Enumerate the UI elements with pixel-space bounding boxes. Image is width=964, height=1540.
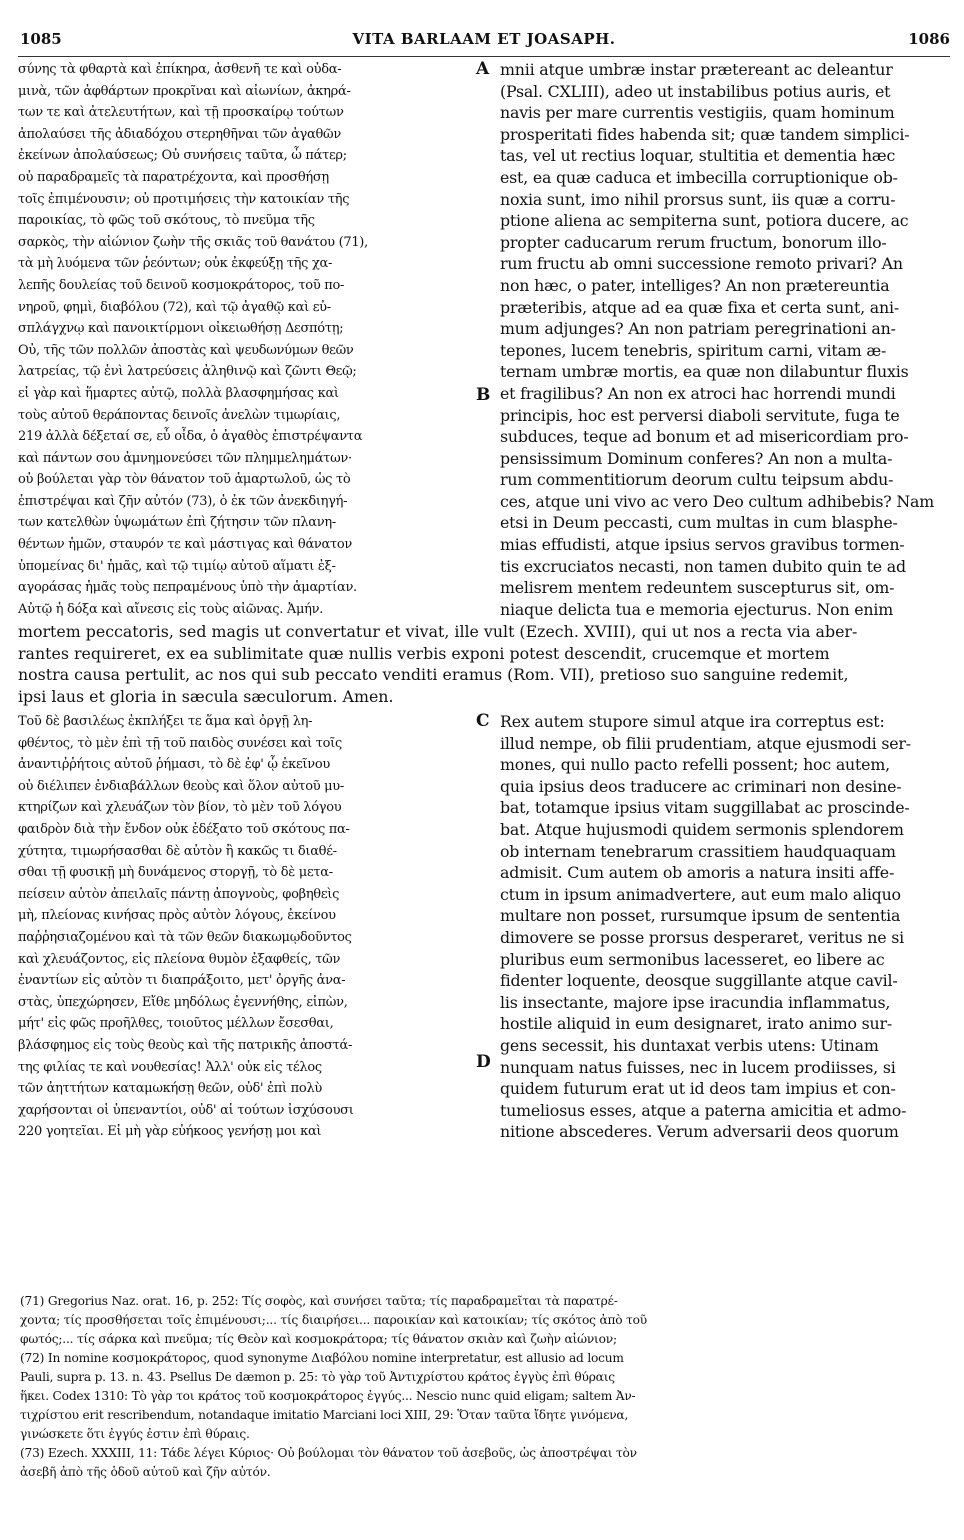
latin-text-line: ces, atque uni vivo ac vero Deo cultum adhibebis? Nam [500,491,935,511]
greek-text-line: ἐκείνων ἀπολαύσεως; Οὐ συνήσεις ταῦτα, ὦ πάτερ; [18,148,347,164]
left-page-number: 1085 [20,30,62,48]
latin-text-line: fidenter loquente, deosque suggillante atque cavil- [500,971,898,991]
latin-text-line: rantes requireret, ex ea sublimitate quæ nullis verbis exponi potest descendit, crucemque et mortem [18,643,830,663]
greek-text-line: τῶν ἀηττήτων καταμωκήσῃ θεῶν, οὐδ' ἐπὶ πολὺ [18,1081,322,1097]
footnote-line: (71) Gregorius Naz. orat. 16, p. 252: Τίς σοφὸς, καὶ συνήσει ταῦτα; τίς παραδραμεῖται τὰ παρατρέ- [20,1294,618,1308]
greek-text-line: της φιλίας τε καὶ νουθεσίας! Ἀλλ' οὐκ εἰς τέλος [18,1059,322,1075]
latin-text-line: noxia sunt, imo nihil prorsus sunt, iis quæ a corru- [500,189,896,209]
greek-text-line: των τε καὶ ἀτελευτήτων, καὶ τῇ προσκαίρῳ τούτων [18,105,344,121]
latin-text-line: melisrem mentem redeuntem suscepturus sit, om- [500,578,895,598]
greek-text-line: χύτητα, τιμωρήσασθαι δὲ αὐτὸν ἢ κακῶς τι διαθέ- [18,843,337,859]
latin-text-line: gens secessit, his duntaxat verbis utens: Utinam [500,1035,879,1055]
footnotes [20,1292,932,1482]
greek-text-line: φθέντος, τὸ μὲν ἐπὶ τῇ τοῦ παιδὸς συνέσει καὶ τοῖς [18,735,342,751]
greek-text-line: τοὺς αὐτοῦ θεράποντας δεινοῖς ἀνελὼν τιμωρίαις, [18,407,341,423]
greek-text-line: Τοῦ δὲ βασιλέως ἐκπλήξει τε ἅμα καὶ ὀργῇ λη- [18,714,313,729]
latin-text-line: ctum in ipsum animadvertere, aut eum malo aliquo [500,884,901,904]
latin-text-line: præteribis, atque ad ea quæ fixa et certa sunt, ani- [500,297,899,317]
latin-text-line: (Psal. CXLIII), adeo ut instabilibus potius auris, et [500,81,891,101]
latin-text-line: mnii atque umbræ instar prætereant ac deleantur [500,60,893,79]
greek-text-line: θέντων ἡμῶν, σταυρόν τε καὶ μάστιγας καὶ θάνατον [18,537,353,553]
greek-text-line: οὐ παραδραμεῖς τὰ παρατρέχοντα, καὶ προσθήσῃ [18,169,329,185]
footnote-line: (73) Ezech. XXXIII, 11: Τάδε λέγει Κύριος· Οὐ βούλομαι τὸν θάνατον τοῦ ἀσεβοῦς, ὡς ἀποστρέψαι τὸν [20,1446,637,1460]
latin-text-line: nostra causa pertulit, ac nos qui sub peccato venditi eramus (Rom. VII), pretioso suo sanguine redemit, [18,665,849,685]
greek-text-line: σαρκὸς, τὴν αἰώνιον ζωὴν τῆς σκιᾶς τοῦ θανάτου (71), [18,234,368,250]
greek-text-line: βλάσφημος εἰς τοὺς θεοὺς καὶ τῆς πατρικῆς ἀποστά- [18,1037,353,1053]
greek-text-line: οὐ βούλεται γὰρ τὸν θάνατον τοῦ ἁμαρτωλοῦ, ὡς τὸ [18,472,351,488]
latin-text-line: mum adjunges? An non patriam peregrinationi an- [500,319,896,339]
greek-text-line: αγοράσας ἡμᾶς τοὺς πεπραμένους ὑπὸ τὴν ἁμαρτίαν. [18,580,357,596]
greek-text-line: παροικίας, τὸ φῶς τοῦ σκότους, τὸ πνεῦμα τῆς [18,213,315,229]
latin-text-line: illud nempe, ob filii prudentiam, atque ejusmodi ser- [500,733,911,753]
greek-text-line: παῤῥησιαζομένου καὶ τὰ τῶν θεῶν διακωμῳδοῦντος [18,929,352,945]
footnote-line: Pauli, supra p. 13. n. 43. Psellus De dæmon p. 25: τὸ γὰρ τοῦ Ἀντιχρίστου κράτος ἐγγὺς ἐπὶ θύραις [20,1370,615,1384]
latin-text-line: et fragilibus? An non ex atroci hac horrendi mundi [500,383,896,403]
header-rule [18,56,950,57]
greek-text-line: μήτ' εἰς φῶς προῆλθες, τοιοῦτος μέλλων ἔσεσθαι, [18,1016,334,1032]
greek-text-line: 220 γοητεῖαι. Εἰ μὴ γὰρ εὐήκοος γενήσῃ μοι καὶ [18,1124,322,1140]
latin-text-line: non hæc, o pater, intelliges? An non prætereuntia [500,275,890,295]
footnote-line: χοντα; τίς προσθήσεται τοῖς ἐπιμένουσι;... τίς διαιρήσει... παροικίαν καὶ κατοικίαν; τίς σκότος ἀπὸ τοῦ [20,1313,647,1327]
greek-text-line: ἐναντίων εἰς αὐτὸν τι διαπράξοιτο, μετ' ὀργῆς ἀνα- [18,973,346,989]
footnote-line: ἥκει. Codex 1310: Τὸ γὰρ τοι κράτος τοῦ κοσμοκράτορος ἐγγύς... Nescio nunc quid eligam; saltem Ἀν- [20,1389,636,1403]
greek-column-top [18,59,491,620]
latin-text-line: niaque delicta tua e memoria ejecturus. Non enim [500,599,894,619]
latin-text-line: tas, vel ut rectius loquar, stultitia et dementia hæc [500,146,896,166]
footnote-line: ἀσεβῆ ἀπὸ τῆς ὁδοῦ αὐτοῦ καὶ ζῆν αὐτόν. [20,1465,271,1479]
latin-text-line: multare non posset, rursumque ipsum de sententia [500,906,901,926]
greek-text-line: ἐπιστρέψαι καὶ ζῆν αὐτόν (73), ὁ ἐκ τῶν ἀνεκδιηγή- [18,493,348,509]
section-marker-a: A [476,59,490,79]
running-header [18,30,950,56]
footnote-line: γινώσκετε ὅτι ἐγγύς ἐστιν ἐπὶ θύραις. [20,1427,250,1441]
greek-text-line: τοῖς ἐπιμένουσιν; οὐ προτιμήσεις τὴν κατοικίαν τῆς [18,191,350,207]
greek-text-line: λεπῆς δουλείας τοῦ δεινοῦ κοσμοκράτορος, τοῦ πο- [18,277,345,293]
greek-text-line: φαιδρὸν διὰ τὴν ἔνδον οὐκ ἐδέξατο τοῦ σκότους πα- [18,821,350,837]
latin-text-line: Rex autem stupore simul atque ira correptus est: [500,712,885,731]
latin-text-line: principis, hoc est perversi diaboli servitute, fuga te [500,405,900,425]
latin-text-line: rum commentitiorum deorum cultu teipsum abdu- [500,470,894,490]
greek-text-line: σθαι τῇ φυσικῇ μὴ δυνάμενος στοργῇ, τὸ δὲ μετα- [18,865,333,881]
greek-text-line: Οὐ, τῆς τῶν πολλῶν ἀποστὰς καὶ ψευδωνύμων θεῶν [18,342,354,358]
greek-text-line: χαρήσονται οἱ ὑπεναντίοι, οὐδ' αἱ τούτων ἰσχύσουσι [18,1102,354,1118]
greek-text-line: μὴ, πλείονας κινήσας πρὸς αὐτὸν λόγους, ἐκείνου [18,908,336,924]
section-marker-c: C [476,711,490,731]
running-title: VITA BARLAAM ET JOASAPH. [352,30,616,48]
greek-text-line: λατρείας, τῷ ἑνὶ λατρεύσεις ἀληθινῷ καὶ ζῶντι Θεῷ; [18,364,357,380]
latin-text-line: tepones, lucem tenebris, spiritum carni, vitam æ- [500,340,887,360]
latin-text-line: nitione abscederes. Verum adversarii deos quorum [500,1122,899,1142]
latin-text-line: mones, qui nullo pacto refelli possent; hoc autem, [500,755,890,775]
latin-text-line: quia ipsius deos traducere ac criminari non desine- [500,776,902,796]
latin-text-line: pensissimum Dominum conferes? An non a multa- [500,448,893,468]
latin-text-line: nunquam natus fuisses, nec in lucem prodiisses, si [500,1057,896,1077]
greek-text-line: μινὰ, τῶν ἀφθάρτων προκρῖναι καὶ αἰωνίων, ἀκηρά- [18,83,351,99]
latin-text-line: pluribus eum sermonibus lacesseret, eo libere ac [500,949,885,969]
latin-text-line: navis per mare currentis vestigiis, quam hominum [500,103,895,123]
greek-text-line: καὶ πάντων σου ἀμνημονεύσει τῶν πλημμελημάτων· [18,450,352,466]
latin-text-line: quidem futurum erat ut id deos tam impius et con- [500,1079,896,1099]
latin-text-line: mortem peccatoris, sed magis ut convertatur et vivat, ille vult (Ezech. XVIII), qui ut nos a recta via aber- [18,622,858,641]
footnote-line: τιχρίστου erit rescribendum, notandaque imitatio Marciani loci XIII, 29: Ὅταν ταῦτα ἴδητε γινόμενα, [20,1408,629,1422]
greek-text-line: στὰς, ὑπεχώρησεν, Εἴθε μηδόλως ἐγεννήθης, εἰπὼν, [18,994,348,1010]
latin-text-line: bat. Atque hujusmodi quidem sermonis splendorem [500,819,904,839]
latin-text-line: tumeliosus esses, atque a paterna amicitia et admo- [500,1100,907,1120]
greek-column-bottom [18,711,488,1143]
latin-text-line: dimovere se posse prorsus desperaret, veritus ne si [500,927,904,947]
greek-text-line: πείσειν αὐτὸν ἀπειλαῖς πάντῃ ἀπογνοὺς, φοβηθεὶς [18,886,340,902]
greek-text-line: οὐ διέλιπεν ἐνδιαβάλλων θεοὺς καὶ ὅλον αὐτοῦ μυ- [18,778,345,794]
footnote-line: φωτός;... τίς σάρκα καὶ πνεῦμα; τίς Θεὸν καὶ κοσμοκράτορα; τίς θάνατον σκιὰν καὶ ζωὴν αἰώνιον; [20,1332,617,1346]
greek-text-line: σύνης τὰ φθαρτὰ καὶ ἐπίκηρα, ἀσθενῆ τε καὶ οὐδα- [18,62,342,77]
latin-column-bottom [500,711,950,1143]
latin-text-line: bat, totamque ipsius vitam suggillabat ac proscinde- [500,798,910,818]
footnote-line: (72) In nomine κοσμοκράτορος, quod synonyme Διαβόλου nomine interpretatur, est allusio ad locum [20,1351,624,1365]
latin-text-line: etsi in Deum peccasti, cum multas in cum blasphe- [500,513,898,533]
greek-text-line: νηροῦ, φημὶ, διαβόλου (72), καὶ τῷ ἀγαθῷ καὶ εὐ- [18,299,331,315]
latin-text-line: prosperitati fides habenda sit; quæ tandem simplici- [500,124,910,144]
greek-text-line: τὰ μὴ λυόμενα τῶν ῥεόντων; οὐκ ἐκφεύξῃ τῆς χα- [18,256,333,272]
latin-text-line: ternam umbræ mortis, ea quæ non dilabuntur fluxis [500,362,909,382]
greek-text-line: σπλάγχνῳ καὶ πανοικτίρμονι οἰκειωθήσῃ Δεσπότῃ; [18,321,344,337]
latin-text-line: lis insectante, majore ipse iracundia inflammatus, [500,992,891,1012]
greek-text-line: εἰ γὰρ καὶ ἥμαρτες αὐτῷ, πολλὰ βλασφημήσας καὶ [18,385,339,401]
latin-column-top [500,59,950,620]
latin-text-line: subduces, teque ad bonum et ad misericordiam pro- [500,427,909,447]
latin-text-line: rum fructu ab omni successione remoto privari? An [500,254,903,274]
greek-text-line: 219 ἀλλὰ δέξεταί σε, εὖ οἶδα, ὁ ἀγαθὸς ἐπιστρέψαντα [18,429,363,445]
right-page-number: 1086 [908,30,950,48]
latin-text-line: propter caducarum rerum fructum, bonorum illo- [500,232,887,252]
greek-text-line: ἀπολαύσει τῆς ἀδιαδόχου στερηθῆναι τῶν ἀγαθῶν [18,126,341,142]
greek-text-line: ὑπομείνας δι' ἡμᾶς, καὶ τῷ τιμίῳ αὐτοῦ αἵματι ἐξ- [18,558,336,574]
latin-text-line: ptione aliena ac sempiterna sunt, potiora ducere, ac [500,211,909,231]
latin-text-line: mias effudisti, atque ipsius servos gravibus tormen- [500,535,905,555]
latin-text-line: admisit. Cum autem ob amoris a natura insiti affe- [500,863,895,883]
greek-text-line: κτηρίζων καὶ χλευάζων τὸν βίον, τὸ μὲν τοῦ λόγου [18,800,342,816]
greek-text-line: των κατελθὼν ὑψωμάτων ἐπὶ ζήτησιν τῶν πλανη- [18,515,336,531]
latin-text-line: est, ea quæ caduca et imbecilla corruptionique ob- [500,167,898,187]
latin-full-width [18,621,950,707]
section-marker-d: D [476,1052,491,1072]
latin-text-line: hostile aliquid in eum designaret, irato animo sur- [500,1014,893,1034]
page [18,30,950,1142]
greek-text-line: καὶ χλευάζοντος, εἰς πλείονα θυμὸν ἐξαφθείς, τῶν [18,951,341,967]
latin-text-line: tis excruciatos necasti, non tamen dubito quin te ad [500,556,906,576]
latin-text-line: ob internam tenebrarum crassitiem haudquaquam [500,841,896,861]
section-marker-b: B [476,385,491,405]
greek-text-line: Αὐτῷ ἡ δόξα καὶ αἴνεσις εἰς τοὺς αἰῶνας. Ἀμήν. [18,601,324,617]
greek-text-line: ἀναντιῤῥήτοις αὐτοῦ ῥήμασι, τὸ δὲ ἐφ' ᾧ ἐκεῖνου [18,757,330,773]
latin-text-line: ipsi laus et gloria in sæcula sæculorum. Amen. [18,686,394,706]
